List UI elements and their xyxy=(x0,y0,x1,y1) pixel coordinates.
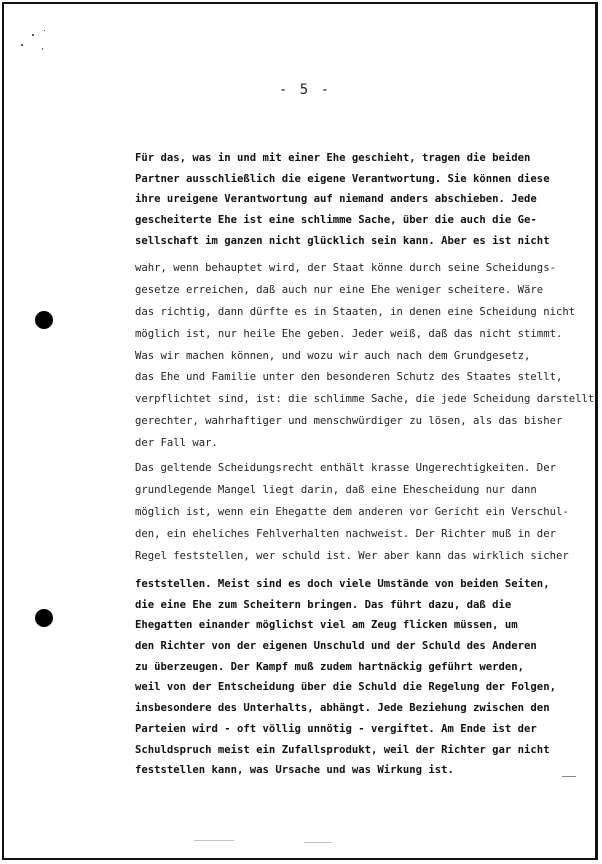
text-line: gesetze erreichen, daß auch nur eine Ehe weniger scheitere. Wäre xyxy=(135,283,544,296)
text-line: weil von der Entscheidung über die Schuld die Regelung der Folgen, xyxy=(135,681,556,694)
text-line: das richtig, dann dürfte es in Staaten, in denen eine Scheidung nicht xyxy=(135,305,576,318)
text-line: den, ein eheliches Fehlverhalten nachweist. Der Richter muß in der xyxy=(135,527,556,540)
text-line: möglich ist, nur heile Ehe geben. Jeder weiß, daß das nicht stimmt. xyxy=(135,327,563,340)
scan-mark xyxy=(304,842,332,843)
text-line: Parteien wird - oft völlig unnötig - vergiftet. Am Ende ist der xyxy=(135,722,537,735)
paragraph-3 xyxy=(135,458,575,567)
document-page xyxy=(2,2,601,860)
text-line: grundlegende Mangel liegt darin, daß eine Ehescheidung nur dann xyxy=(135,483,537,496)
paragraph-4 xyxy=(135,574,575,781)
text-line: Regel feststellen, wer schuld ist. Wer aber kann das wirklich sicher xyxy=(135,549,569,562)
text-line: wahr, wenn behauptet wird, der Staat könne durch seine Scheidungs- xyxy=(135,262,556,274)
text-line: Schuldspruch meist ein Zufallsprodukt, weil der Richter gar nicht xyxy=(135,743,550,756)
text-line: verpflichtet sind, ist: die schlimme Sache, die jede Scheidung darstellt, xyxy=(135,393,601,406)
text-line: die eine Ehe zum Scheitern bringen. Das führt dazu, daß die xyxy=(135,598,512,611)
text-line: Was wir machen können, und wozu wir auch nach dem Grundgesetz, xyxy=(135,349,531,362)
text-line: das Ehe und Familie unter den besonderen Schutz des Staates stellt, xyxy=(135,371,563,384)
paragraph-1 xyxy=(135,148,575,251)
text-line: möglich ist, wenn ein Ehegatte dem anderen vor Gericht ein Verschul- xyxy=(135,505,569,518)
scan-speck xyxy=(32,34,34,36)
text-line: zu überzeugen. Der Kampf muß zudem hartnäckig geführt werden, xyxy=(135,660,525,673)
text-line: sellschaft im ganzen nicht glücklich sein kann. Aber es ist nicht xyxy=(135,234,550,247)
text-line: Das geltende Scheidungsrecht enthält krasse Ungerechtigkeiten. Der xyxy=(135,462,556,474)
scan-speck xyxy=(44,30,45,31)
scan-speck xyxy=(21,44,23,46)
punch-hole-bottom xyxy=(35,609,53,627)
text-line: gescheiterte Ehe ist eine schlimme Sache, über die auch die Ge- xyxy=(135,214,537,227)
text-line: der Fall war. xyxy=(135,437,218,450)
text-line: ihre ureigene Verantwortung auf niemand anders abschieben. Jede xyxy=(135,193,537,206)
text-line: feststellen. Meist sind es doch viele Umstände von beiden Seiten, xyxy=(135,578,550,590)
text-line: den Richter von der eigenen Unschuld und der Schuld des Anderen xyxy=(135,640,537,653)
punch-hole-top xyxy=(35,311,53,329)
text-line: feststellen kann, was Ursache und was Wirkung ist. xyxy=(135,764,454,777)
page-number: - 5 - xyxy=(278,82,332,98)
scan-mark xyxy=(562,776,576,777)
scan-mark xyxy=(194,840,234,841)
text-line: Für das, was in und mit einer Ehe geschieht, tragen die beiden xyxy=(135,152,531,164)
scan-speck xyxy=(42,48,43,50)
text-line: Ehegatten einander möglichst viel am Zeug flicken müssen, um xyxy=(135,619,518,632)
paragraph-2 xyxy=(135,258,601,455)
text-line: insbesondere des Unterhalts, abhängt. Jede Beziehung zwischen den xyxy=(135,702,550,715)
text-line: Partner ausschließlich die eigene Verantwortung. Sie können diese xyxy=(135,172,550,185)
text-line: gerechter, wahrhaftiger und menschwürdiger zu lösen, als das bisher xyxy=(135,415,563,428)
